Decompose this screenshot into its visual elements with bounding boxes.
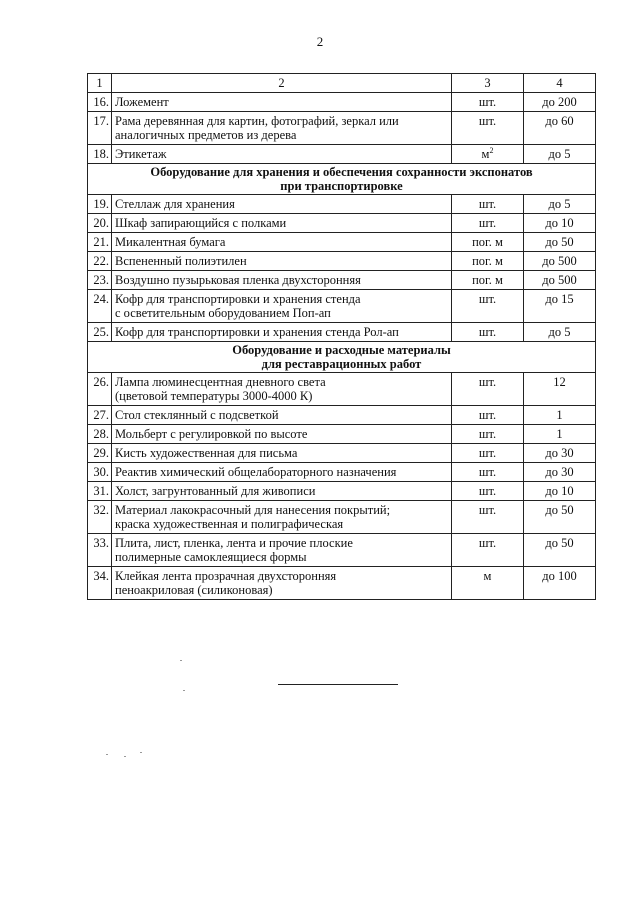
- row-number: 26.: [88, 373, 112, 406]
- row-number: 31.: [88, 482, 112, 501]
- item-name-line: Вспененный полиэтилен: [115, 254, 247, 268]
- unit-cell: [452, 463, 524, 482]
- unit-text: шт.: [478, 503, 497, 517]
- row-number: 23.: [88, 271, 112, 290]
- row-number: 19.: [88, 195, 112, 214]
- item-name: [112, 482, 452, 501]
- item-name-line: Клейкая лента прозрачная двухсторонняя: [115, 569, 337, 583]
- header-cell-qty: 4: [524, 74, 596, 93]
- unit-cell: [452, 323, 524, 342]
- table-row: [88, 252, 596, 271]
- item-name-line: Микалентная бумага: [115, 235, 226, 249]
- table-row: [88, 93, 596, 112]
- item-name-line: пеноакриловая (силиконовая): [115, 583, 273, 597]
- unit-superscript: 2: [489, 145, 494, 155]
- unit-cell: [452, 233, 524, 252]
- quantity-cell: до 10: [524, 482, 596, 501]
- section-title: [88, 164, 596, 195]
- quantity-cell: до 500: [524, 252, 596, 271]
- table-row: [88, 444, 596, 463]
- table-row: [88, 482, 596, 501]
- section-header-row: [88, 342, 596, 373]
- unit-cell: [452, 112, 524, 145]
- table-row: [88, 195, 596, 214]
- unit-cell: [452, 214, 524, 233]
- unit-text: шт.: [478, 465, 497, 479]
- row-number: 17.: [88, 112, 112, 145]
- table-row: [88, 373, 596, 406]
- quantity-cell: 1: [524, 425, 596, 444]
- unit-text: шт.: [478, 325, 497, 339]
- row-number: 33.: [88, 534, 112, 567]
- table-row: [88, 112, 596, 145]
- unit-text: шт.: [478, 114, 497, 128]
- item-name-line: Реактив химический общелабораторного назначения: [115, 465, 397, 479]
- section-title-line: для реставрационных работ: [261, 357, 422, 371]
- unit-text: шт.: [478, 536, 497, 550]
- item-name: [112, 323, 452, 342]
- table-row: [88, 425, 596, 444]
- row-number: 16.: [88, 93, 112, 112]
- item-name: [112, 463, 452, 482]
- header-cell-name: 2: [112, 74, 452, 93]
- quantity-cell: до 500: [524, 271, 596, 290]
- item-name: [112, 145, 452, 164]
- unit-cell: [452, 567, 524, 600]
- quantity-cell: до 50: [524, 534, 596, 567]
- item-name: [112, 195, 452, 214]
- quantity-cell: 1: [524, 406, 596, 425]
- item-name-line: полимерные самоклеящиеся формы: [115, 550, 307, 564]
- item-name-line: аналогичных предметов из дерева: [115, 128, 297, 142]
- item-name-line: Стеллаж для хранения: [115, 197, 235, 211]
- unit-text: шт.: [478, 216, 497, 230]
- table-row: [88, 271, 596, 290]
- unit-cell: [452, 252, 524, 271]
- quantity-cell: до 30: [524, 444, 596, 463]
- section-title-line: Оборудование для хранения и обеспечения сохранности экспонатов: [150, 165, 533, 179]
- scan-speck: [106, 754, 108, 755]
- unit-cell: [452, 534, 524, 567]
- unit-text: м: [483, 569, 492, 583]
- quantity-cell: до 15: [524, 290, 596, 323]
- item-name-line: Кисть художественная для письма: [115, 446, 298, 460]
- quantity-cell: до 10: [524, 214, 596, 233]
- item-name: [112, 233, 452, 252]
- item-name: [112, 406, 452, 425]
- unit-cell: [452, 271, 524, 290]
- row-number: 28.: [88, 425, 112, 444]
- table-row: [88, 406, 596, 425]
- unit-text: шт.: [478, 484, 497, 498]
- row-number: 32.: [88, 501, 112, 534]
- table-row: [88, 233, 596, 252]
- page-number: 2: [316, 34, 324, 49]
- scan-speck: [180, 660, 182, 661]
- quantity-cell: до 60: [524, 112, 596, 145]
- item-name: [112, 93, 452, 112]
- item-name-line: с осветительным оборудованием Поп-ап: [115, 306, 331, 320]
- unit-cell: [452, 425, 524, 444]
- quantity-cell: до 50: [524, 233, 596, 252]
- section-title-line: Оборудование и расходные материалы: [232, 343, 451, 357]
- unit-text: шт.: [478, 427, 497, 441]
- unit-text: м: [481, 147, 490, 161]
- item-name-line: Воздушно пузырьковая пленка двухсторонняя: [115, 273, 361, 287]
- item-name-line: Шкаф запирающийся с полками: [115, 216, 287, 230]
- quantity-cell: до 5: [524, 145, 596, 164]
- unit-cell: [452, 406, 524, 425]
- section-title-line: при транспортировке: [280, 179, 403, 193]
- table-row: [88, 501, 596, 534]
- table-row: [88, 463, 596, 482]
- item-name-line: (цветовой температуры 3000-4000 К): [115, 389, 313, 403]
- table-row: [88, 145, 596, 164]
- unit-text: пог. м: [472, 235, 503, 249]
- section-title: [88, 342, 596, 373]
- unit-cell: [452, 93, 524, 112]
- unit-cell: [452, 145, 524, 164]
- row-number: 30.: [88, 463, 112, 482]
- item-name: [112, 214, 452, 233]
- section-header-row: [88, 164, 596, 195]
- equipment-table: [87, 73, 596, 600]
- unit-cell: [452, 290, 524, 323]
- item-name-line: Этикетаж: [115, 147, 167, 161]
- row-number: 22.: [88, 252, 112, 271]
- header-cell-num: 1: [88, 74, 112, 93]
- item-name-line: Рама деревянная для картин, фотографий, зеркал или: [115, 114, 399, 128]
- item-name-line: Стол стеклянный с подсветкой: [115, 408, 279, 422]
- unit-text: пог. м: [472, 273, 503, 287]
- row-number: 24.: [88, 290, 112, 323]
- item-name: [112, 252, 452, 271]
- scan-speck: [124, 756, 126, 757]
- header-cell-unit: 3: [452, 74, 524, 93]
- unit-text: шт.: [478, 95, 497, 109]
- table-header-row: [88, 74, 596, 93]
- item-name: [112, 271, 452, 290]
- item-name-line: Лампа люминесцентная дневного света: [115, 375, 326, 389]
- item-name-line: Ложемент: [115, 95, 169, 109]
- item-name: [112, 290, 452, 323]
- item-name: [112, 425, 452, 444]
- unit-cell: [452, 501, 524, 534]
- separator-line: [278, 684, 398, 685]
- row-number: 21.: [88, 233, 112, 252]
- table-row: [88, 567, 596, 600]
- row-number: 20.: [88, 214, 112, 233]
- quantity-cell: до 100: [524, 567, 596, 600]
- table-row: [88, 290, 596, 323]
- unit-text: шт.: [478, 375, 497, 389]
- unit-text: шт.: [478, 197, 497, 211]
- table-row: [88, 323, 596, 342]
- row-number: 27.: [88, 406, 112, 425]
- unit-cell: [452, 444, 524, 463]
- item-name-line: краска художественная и полиграфическая: [115, 517, 344, 531]
- item-name-line: Кофр для транспортировки и хранения стенда Рол-ап: [115, 325, 399, 339]
- unit-text: пог. м: [472, 254, 503, 268]
- item-name-line: Плита, лист, пленка, лента и прочие плоские: [115, 536, 353, 550]
- item-name: [112, 112, 452, 145]
- unit-cell: [452, 373, 524, 406]
- quantity-cell: до 30: [524, 463, 596, 482]
- quantity-cell: до 5: [524, 323, 596, 342]
- quantity-cell: до 50: [524, 501, 596, 534]
- table-row: [88, 214, 596, 233]
- row-number: 18.: [88, 145, 112, 164]
- unit-cell: [452, 195, 524, 214]
- row-number: 34.: [88, 567, 112, 600]
- quantity-cell: 12: [524, 373, 596, 406]
- unit-cell: [452, 482, 524, 501]
- quantity-cell: до 5: [524, 195, 596, 214]
- scan-speck: [183, 690, 185, 691]
- unit-text: шт.: [478, 292, 497, 306]
- quantity-cell: до 200: [524, 93, 596, 112]
- row-number: 25.: [88, 323, 112, 342]
- scan-speck: [140, 752, 142, 753]
- item-name: [112, 444, 452, 463]
- table-body: [88, 74, 596, 600]
- item-name-line: Мольберт с регулировкой по высоте: [115, 427, 308, 441]
- item-name-line: Материал лакокрасочный для нанесения покрытий;: [115, 503, 391, 517]
- item-name-line: Кофр для транспортировки и хранения стенда: [115, 292, 361, 306]
- item-name-line: Холст, загрунтованный для живописи: [115, 484, 316, 498]
- item-name: [112, 567, 452, 600]
- item-name: [112, 534, 452, 567]
- row-number: 29.: [88, 444, 112, 463]
- unit-text: шт.: [478, 408, 497, 422]
- table-row: [88, 534, 596, 567]
- item-name: [112, 373, 452, 406]
- unit-text: шт.: [478, 446, 497, 460]
- item-name: [112, 501, 452, 534]
